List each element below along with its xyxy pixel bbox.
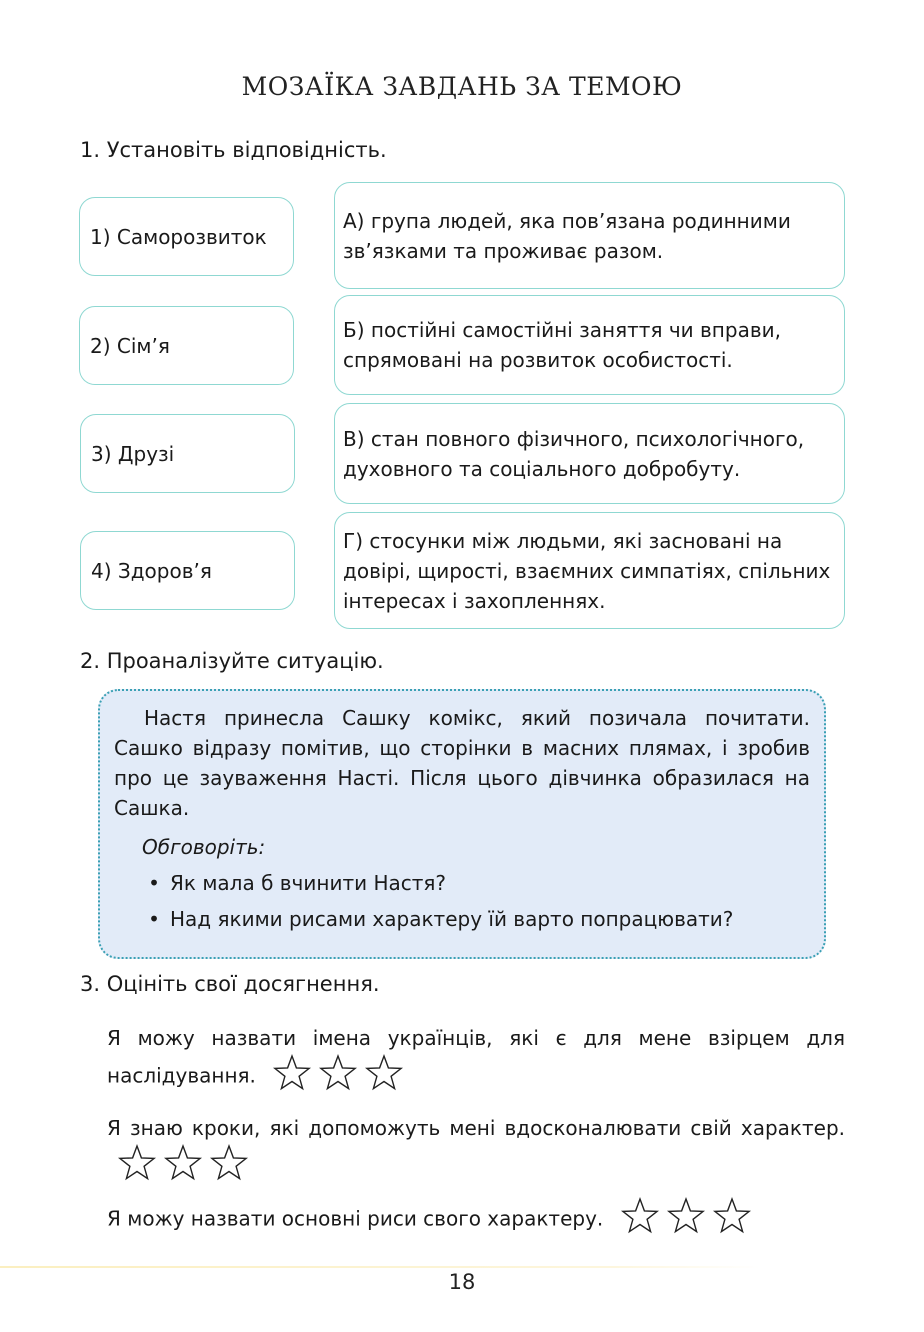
- star-rating[interactable]: [620, 1196, 758, 1244]
- bullet-icon: •: [148, 871, 160, 895]
- star-rating[interactable]: [117, 1143, 255, 1191]
- definition-box-a[interactable]: [334, 182, 845, 289]
- task-1-heading: 1. Установіть відповідність.: [80, 138, 387, 162]
- task-3-heading: 3. Оцініть свої досягнення.: [80, 972, 380, 996]
- term-box-4[interactable]: [80, 531, 295, 610]
- star-outline-icon[interactable]: [620, 1196, 660, 1236]
- definition-box-d[interactable]: [334, 512, 845, 629]
- term-label: 1) Саморозвиток: [90, 224, 267, 249]
- achievement-statement-1: [107, 1023, 845, 1101]
- statement-text: Я можу назвати основні риси свого характеру.: [107, 1206, 604, 1231]
- statement-text: Я знаю кроки, які допоможуть мені вдосконалювати свій характер.: [107, 1116, 845, 1140]
- star-rating[interactable]: [272, 1053, 410, 1101]
- star-outline-icon[interactable]: [318, 1053, 358, 1093]
- discussion-question: [114, 871, 810, 895]
- page-title: МОЗАЇКА ЗАВДАНЬ ЗА ТЕМОЮ: [241, 72, 683, 101]
- definition-box-c[interactable]: [334, 403, 845, 504]
- star-outline-icon[interactable]: [712, 1196, 752, 1236]
- definition-box-b[interactable]: [334, 295, 845, 395]
- term-box-2[interactable]: [79, 306, 294, 385]
- star-outline-icon[interactable]: [163, 1143, 203, 1183]
- discussion-question: [114, 907, 810, 931]
- footer-divider: [0, 1266, 760, 1268]
- term-label: 3) Друзі: [91, 441, 175, 466]
- discuss-label: Обговоріть:: [142, 835, 266, 859]
- star-outline-icon[interactable]: [272, 1053, 312, 1093]
- page-number: 18: [448, 1270, 476, 1294]
- definition-text: Г) стосунки між людьми, які засновані на довірі, щирості, взаємних симпатіях, спільних інтересах і захопленнях.: [343, 528, 831, 613]
- term-label: 4) Здоров’я: [91, 558, 212, 583]
- definition-text: А) група людей, яка пов’язана родинними зв’язками та проживає разом.: [343, 208, 791, 263]
- star-outline-icon[interactable]: [117, 1143, 157, 1183]
- bullet-icon: •: [148, 907, 160, 931]
- achievement-statement-3: [107, 1196, 845, 1244]
- task-2-heading: 2. Проаналізуйте ситуацію.: [80, 649, 384, 673]
- star-outline-icon[interactable]: [209, 1143, 249, 1183]
- question-text: Над якими рисами характеру їй варто попрацювати?: [170, 907, 734, 931]
- question-text: Як мала б вчинити Настя?: [170, 871, 447, 895]
- term-box-3[interactable]: [80, 414, 295, 493]
- situation-text: Настя принесла Сашку комікс, який позичала почитати. Сашко відразу помітив, що сторінки в масних плямах, і зробив про це зауваження Насті. Після цього дівчинка образилася на Сашка.: [114, 706, 810, 820]
- definition-text: В) стан повного фізичного, психологічного, духовного та соціального добробуту.: [343, 426, 805, 481]
- term-box-1[interactable]: [79, 197, 294, 276]
- situation-box: [98, 689, 826, 959]
- star-outline-icon[interactable]: [364, 1053, 404, 1093]
- definition-text: Б) постійні самостійні заняття чи вправи, спрямовані на розвиток особистості.: [343, 318, 781, 372]
- statement-text: Я можу назвати імена українців, які є для мене взірцем для наслідування.: [107, 1026, 845, 1088]
- achievement-statement-2: [107, 1113, 845, 1191]
- star-outline-icon[interactable]: [666, 1196, 706, 1236]
- term-label: 2) Сім’я: [90, 333, 170, 358]
